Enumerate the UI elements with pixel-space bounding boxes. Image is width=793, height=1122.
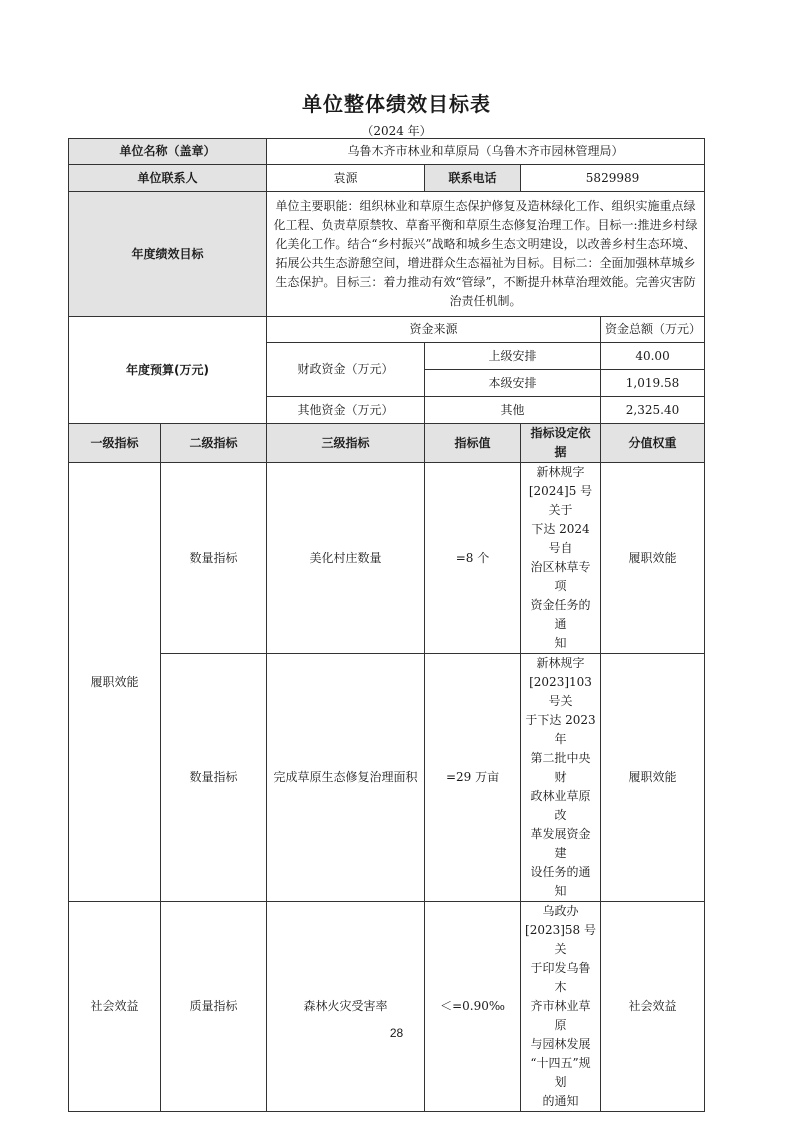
- basis-line: 新林规字: [536, 465, 585, 479]
- basis-line: 与园林发展: [530, 1037, 591, 1051]
- indicator-basis: [521, 654, 601, 902]
- other-fund-sub-label: 其他: [425, 397, 601, 424]
- level2-indicator: 数量指标: [161, 654, 267, 902]
- level3-indicator: 森林火灾受害率: [267, 902, 425, 1112]
- basis-line: 新林规字: [536, 656, 585, 670]
- page-number: 28: [389, 1026, 404, 1040]
- unit-name-label: 单位名称（盖章）: [69, 139, 267, 165]
- level2-indicator: 数量指标: [161, 463, 267, 654]
- level1-indicator: 履职效能: [69, 463, 161, 902]
- basis-line: [2023]58 号关: [525, 923, 597, 956]
- level1-indicator: 社会效益: [69, 902, 161, 1112]
- other-fund-label: 其他资金（万元）: [267, 397, 425, 424]
- indicator-value: =8 个: [425, 463, 521, 654]
- basis-line: 的通知: [542, 1094, 579, 1108]
- basis-line: 资金任务的通: [530, 598, 591, 631]
- level3-indicator: 完成草原生态修复治理面积: [267, 654, 425, 902]
- annual-budget-label: 年度预算(万元): [69, 317, 267, 424]
- table-row: [69, 463, 705, 654]
- basis-line: 知: [554, 636, 567, 650]
- header-value: 指标值: [425, 424, 521, 463]
- upper-allocation-value: 40.00: [601, 343, 705, 370]
- fund-source-header: 资金来源: [267, 317, 601, 343]
- document-title: 单位整体绩效目标表: [302, 92, 491, 116]
- header-level2: 二级指标: [161, 424, 267, 463]
- basis-line: 于下达 2023 年: [525, 713, 596, 746]
- level2-indicator: 质量指标: [161, 902, 267, 1112]
- indicator-header-row: [69, 424, 705, 463]
- table-row: [69, 902, 705, 1112]
- unit-name-value: 乌鲁木齐市林业和草原局（乌鲁木齐市园林管理局）: [267, 139, 705, 165]
- indicator-value: =29 万亩: [425, 654, 521, 902]
- annual-goals-text: 单位主要职能：组织林业和草原生态保护修复及造林绿化工作、组织实施重点绿化工程、负责草原禁牧、草畜平衡和草原生态修复治理工作。目标一:推进乡村绿化美化工作。结合“乡村振兴”战略和城乡生态文明建设，以改善乡村生态环境、拓展公共生态游憩空间，增进群众生态福祉为目标。目标二：全面加强林草城乡生态保护。目标三：着力推动有效“管绿”，不断提升林草治理效能。完善灾害防治责任机制。: [267, 192, 705, 317]
- indicator-basis: [521, 902, 601, 1112]
- basis-line: 第二批中央财: [530, 751, 591, 784]
- contact-value: 袁源: [267, 165, 425, 192]
- basis-line: 齐市林业草原: [530, 999, 591, 1032]
- basis-line: [2023]103 号关: [529, 675, 592, 708]
- basis-line: “十四五”规划: [530, 1056, 591, 1089]
- header-level3: 三级指标: [267, 424, 425, 463]
- performance-target-table: [68, 138, 705, 1112]
- fiscal-fund-label: 财政资金（万元）: [267, 343, 425, 397]
- local-allocation-label: 本级安排: [425, 370, 601, 397]
- indicator-basis: [521, 463, 601, 654]
- local-allocation-value: 1,019.58: [601, 370, 705, 397]
- phone-label: 联系电话: [425, 165, 521, 192]
- header-level1: 一级指标: [69, 424, 161, 463]
- document-year: （2024 年）: [361, 124, 432, 138]
- basis-line: 乌政办: [542, 904, 579, 918]
- level3-indicator: 美化村庄数量: [267, 463, 425, 654]
- indicator-weight: 履职效能: [601, 654, 705, 902]
- indicator-value: ＜=0.90‰: [425, 902, 521, 1112]
- fund-total-header: 资金总额（万元）: [601, 317, 705, 343]
- phone-value: 5829989: [521, 165, 705, 192]
- contact-label: 单位联系人: [69, 165, 267, 192]
- basis-line: [2024]5 号关于: [528, 484, 593, 517]
- annual-goals-label: 年度绩效目标: [69, 192, 267, 317]
- upper-allocation-label: 上级安排: [425, 343, 601, 370]
- basis-line: 设任务的通知: [530, 865, 591, 898]
- header-basis: 指标设定依据: [521, 424, 601, 463]
- indicator-weight: 社会效益: [601, 902, 705, 1112]
- basis-line: 下达 2024 号自: [531, 522, 590, 555]
- table-row: [69, 654, 705, 902]
- basis-line: 治区林草专项: [530, 560, 591, 593]
- other-fund-value: 2,325.40: [601, 397, 705, 424]
- basis-line: 于印发乌鲁木: [530, 961, 591, 994]
- basis-line: 政林业草原改: [530, 789, 591, 822]
- header-weight: 分值权重: [601, 424, 705, 463]
- indicator-weight: 履职效能: [601, 463, 705, 654]
- basis-line: 革发展资金建: [530, 827, 591, 860]
